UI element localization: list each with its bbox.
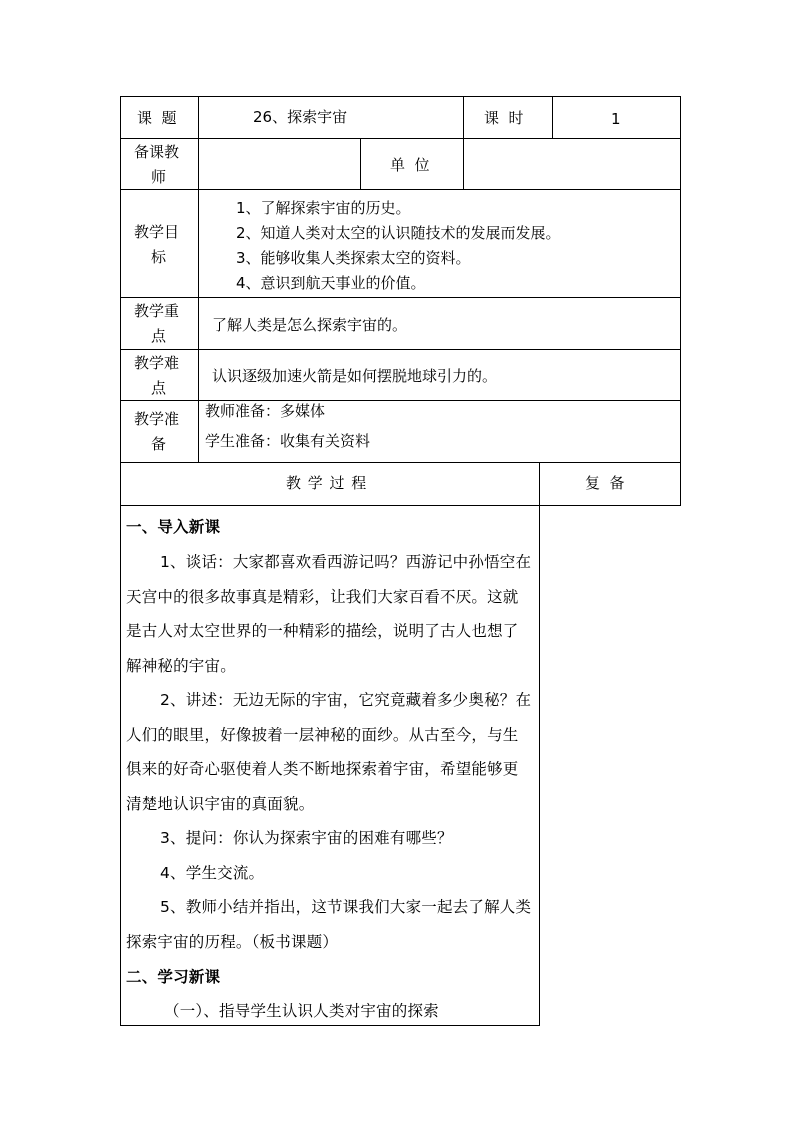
teacher-label-line1: 备课教 [134, 143, 180, 161]
process-line: （一）、指导学生认识人类对宇宙的探索 [164, 1002, 439, 1020]
process-line: 4、学生交流。 [160, 864, 265, 882]
table-rule [120, 505, 681, 506]
process-line: 3、提问：你认为探索宇宙的困难有哪些？ [160, 829, 453, 847]
hours-divider [552, 96, 553, 139]
table-rule [120, 349, 681, 350]
teacher-divider [360, 138, 361, 190]
difficulties-value: 认识逐级加速火箭是如何摆脱地球引力的。 [212, 367, 498, 385]
table-border-top [120, 96, 681, 97]
objectives-label-line2: 标 [151, 248, 167, 266]
preparation-label-line1: 教学准 [134, 410, 180, 428]
table-border-right-process [539, 462, 540, 1026]
teacher-label-line2: 师 [151, 168, 167, 186]
table-rule [120, 297, 681, 298]
label-column-divider [198, 96, 199, 463]
objective-item: 4、意识到航天事业的价值。 [236, 274, 426, 292]
table-rule [120, 462, 681, 463]
objective-item: 2、知道人类对太空的认识随技术的发展而发展。 [236, 224, 561, 242]
process-line: 5、教师小结并指出，这节课我们大家一起去了解人类 [160, 898, 532, 916]
process-line: 是古人对太空世界的一种精彩的描绘，说明了古人也想了 [126, 622, 519, 640]
process-line: 人们的眼里，好像披着一层神秘的面纱。从古至今，与生 [126, 726, 519, 744]
objective-item: 1、了解探索宇宙的历史。 [236, 199, 411, 217]
unit-divider [463, 138, 464, 190]
objectives-label-line1: 教学目 [134, 223, 180, 241]
process-line: 1、谈话：大家都喜欢看西游记吗？西游记中孙悟空在 [160, 553, 532, 571]
preparation-label-line2: 备 [151, 435, 167, 453]
table-rule [120, 189, 681, 190]
hours-value: 1 [611, 110, 621, 128]
process-line: 探索宇宙的历程。（板书课题） [126, 933, 339, 951]
difficulties-label-line2: 点 [151, 379, 167, 397]
topic-divider [463, 96, 464, 139]
student-preparation: 学生准备：收集有关资料 [205, 432, 371, 450]
topic-label: 课 题 [137, 109, 177, 127]
table-rule [120, 138, 681, 139]
table-border-left [120, 96, 121, 1026]
table-border-bottom [120, 1025, 540, 1026]
key-points-label-line2: 点 [151, 327, 167, 345]
process-line: 天宫中的很多故事真是精彩，让我们大家百看不厌。这就 [126, 588, 519, 606]
section-heading: 二、学习新课 [126, 968, 221, 986]
table-rule [120, 400, 681, 401]
difficulties-label-line1: 教学难 [134, 354, 180, 372]
process-line: 清楚地认识宇宙的真面貌。 [126, 795, 315, 813]
key-points-label-line1: 教学重 [134, 302, 180, 320]
process-line: 俱来的好奇心驱使着人类不断地探索着宇宙，希望能够更 [126, 760, 519, 778]
topic-value: 26、探索宇宙 [253, 108, 348, 126]
process-line: 2、讲述：无边无际的宇宙，它究竟藏着多少奥秘？在 [160, 691, 532, 709]
objective-item: 3、能够收集人类探索太空的资料。 [236, 249, 471, 267]
key-points-value: 了解人类是怎么探索宇宙的。 [212, 316, 408, 334]
review-header: 复 备 [585, 474, 625, 492]
process-header: 教 学 过 程 [286, 474, 368, 492]
table-border-right [680, 96, 681, 506]
unit-label: 单 位 [390, 156, 430, 174]
process-line: 解神秘的宇宙。 [126, 657, 236, 675]
hours-label: 课 时 [484, 109, 524, 127]
section-heading: 一、导入新课 [126, 518, 221, 536]
teacher-preparation: 教师准备：多媒体 [205, 402, 326, 420]
